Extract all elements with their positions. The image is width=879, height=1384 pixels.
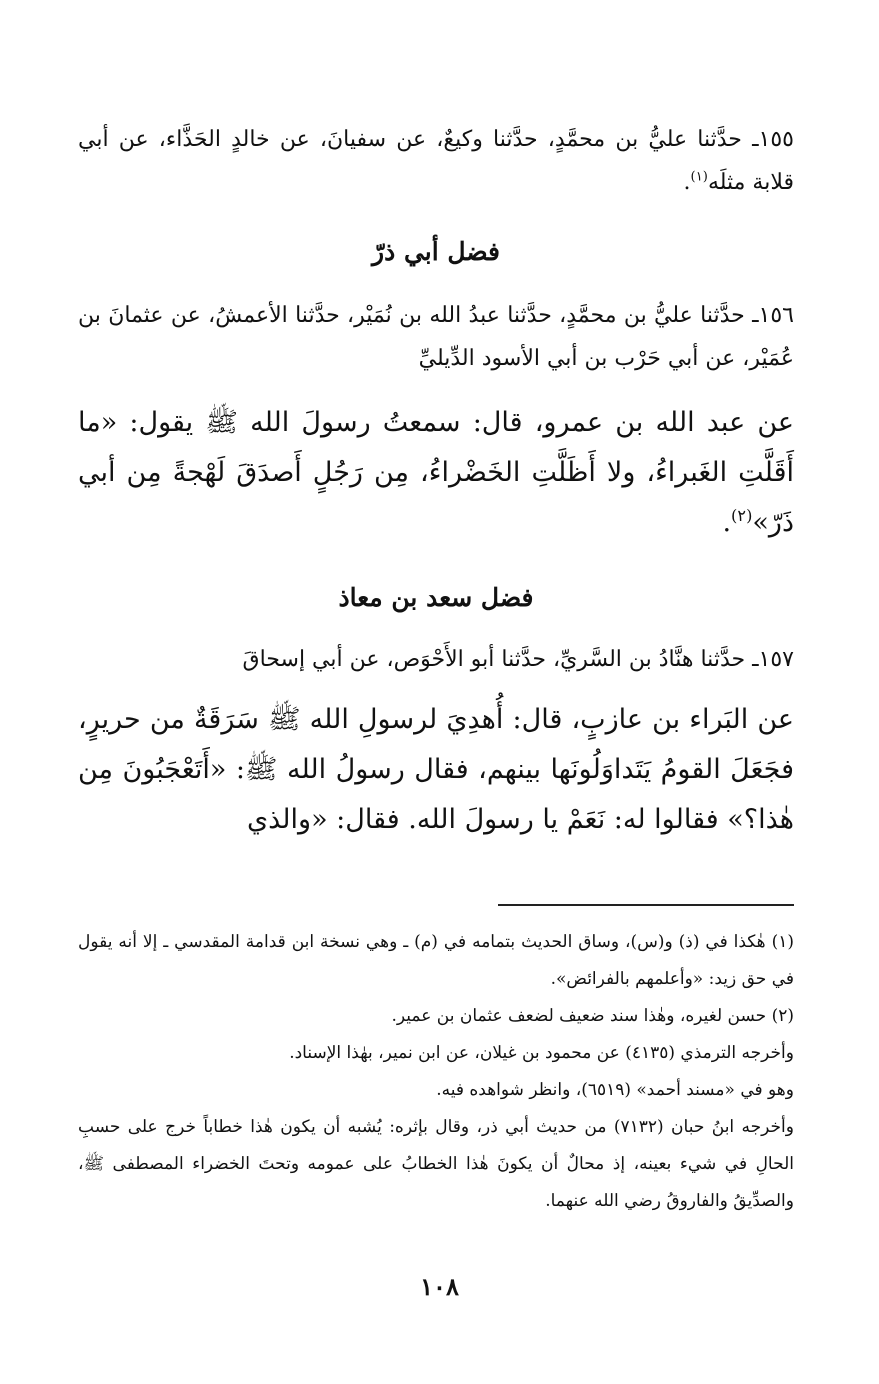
hadith-157-isnad: ١٥٧ـ حدَّثنا هنَّادُ بن السَّريِّ، حدَّثنا أبو الأَحْوَص، عن أبي إسحاقَ bbox=[242, 647, 794, 672]
footnote-2-musnad: وهو في «مسند أحمد» (٦٥١٩)، وانظر شواهده فيه. bbox=[436, 1080, 794, 1100]
footnotes bbox=[78, 924, 794, 1220]
section-heading-abu-dharr: فضل أبي ذرّ bbox=[372, 237, 500, 266]
hadith-157-matn: عن البَراء بن عازبٍ، قال: أُهدِيَ لرسولِ الله ﷺ سَرَقَةٌ من حريرٍ، فجَعَلَ القومُ يَتَداوَلُونَها بينهم، فقال رسولُ الله ﷺ: «أَتَعْجَبُونَ مِن هٰذا؟» فقالوا له: نَعَمْ يا رسولَ الله. فقال: «والذي bbox=[78, 704, 794, 835]
main-text bbox=[78, 118, 794, 845]
hadith-155-end: . bbox=[683, 170, 691, 195]
footnote-ref-2[interactable]: (٢) bbox=[731, 506, 753, 525]
footnote-2-tirmidhi: وأخرجه الترمذي (٤١٣٥) عن محمود بن غيلان، عن ابن نمير، بهٰذا الإسناد. bbox=[289, 1043, 794, 1063]
hadith-156-matn bbox=[78, 398, 794, 548]
hadith-155-text: ١٥٥ـ حدَّثنا عليُّ بن محمَّدٍ، حدَّثنا وكيعٌ، عن سفيانَ، عن خالدٍ الحَذَّاء، عن أبي قلابة مثلَه bbox=[78, 127, 794, 195]
footnote-divider bbox=[498, 904, 794, 906]
footnote-2: (٢) حسن لغيره، وهٰذا سند ضعيف لضعف عثمان بن عمير. bbox=[391, 1006, 794, 1026]
footnote-ref-1[interactable]: (١) bbox=[690, 169, 708, 185]
hadith-156-end: . bbox=[722, 507, 732, 538]
hadith-156-isnad: ١٥٦ـ حدَّثنا عليُّ بن محمَّدٍ، حدَّثنا عبدُ الله بن نُمَيْر، حدَّثنا الأعمشُ، عن عثمانَ بن عُمَيْر، عن أبي حَرْب بن أبي الأسود الدِّيليِّ bbox=[78, 303, 794, 371]
section-heading-saad: فضل سعد بن معاذ bbox=[338, 583, 534, 612]
page-number: ١٠٨ bbox=[420, 1272, 459, 1301]
footnote-1: (١) هٰكذا في (ذ) و(س)، وساق الحديث بتمامه في (م) ـ وهي نسخة ابن قدامة المقدسي ـ إلا أنه يقول في حق زيد: «وأعلمهم بالفرائض». bbox=[78, 932, 794, 989]
hadith-155 bbox=[78, 118, 794, 204]
hadith-156-matn-text: عن عبد الله بن عمرو، قال: سمعتُ رسولَ الله ﷺ يقول: «ما أَقَلَّتِ الغَبراءُ، ولا أَظَلَّتِ الخَضْراءُ، مِن رَجُلٍ أَصدَقَ لَهْجةً مِن أبي ذَرّ» bbox=[78, 407, 794, 538]
footnote-2-ibn-hibban: وأخرجه ابنُ حبان (٧١٣٢) من حديث أبي ذر، وقال بإثره: يُشبه أن يكون هٰذا خطاباً خرج على حسبِ الحالِ في شيء بعينه، إذ محالٌ أن يكونَ هٰذا الخطابُ على عمومه وتحتَ الخضراء المصطفى ﷺ، والصدِّيقُ والفاروقُ رضي الله عنهما. bbox=[78, 1117, 794, 1211]
